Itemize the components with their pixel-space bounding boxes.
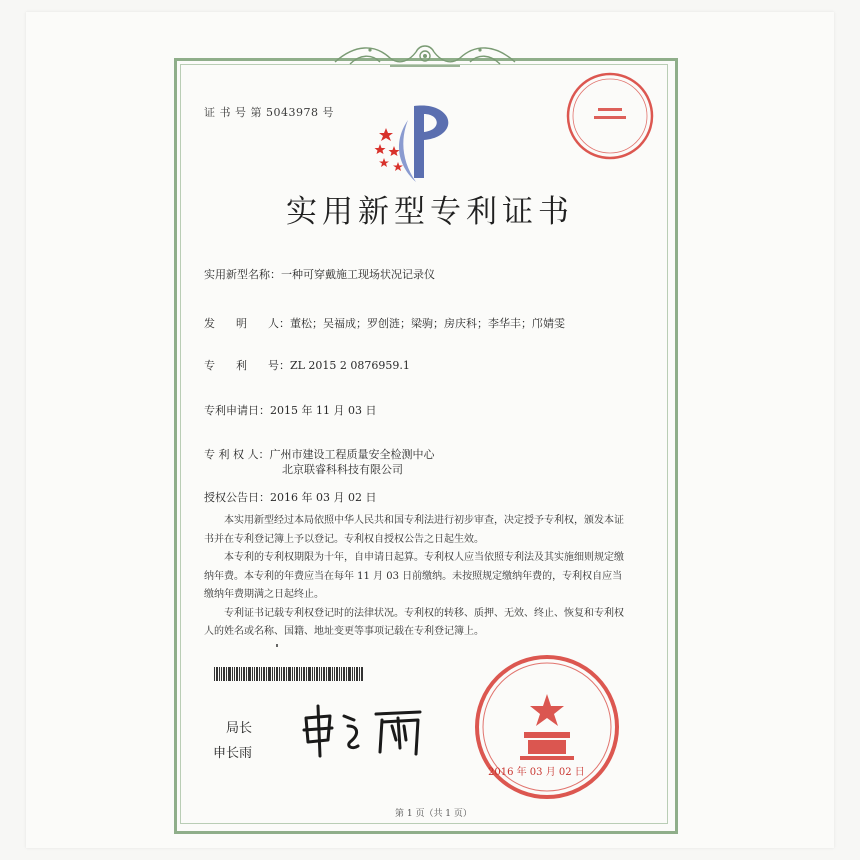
tax-stamp-seal-icon xyxy=(564,70,656,162)
filing-date-row xyxy=(204,402,376,418)
inventor-value: 董松；吴福成；罗创涟；梁驹；房庆科；李华丰；邝婧雯 xyxy=(289,317,565,330)
certificate-number-value: 5043978 xyxy=(266,106,319,119)
certificate-number-label: 证 书 号 第 xyxy=(204,106,262,119)
director-title: 局长 xyxy=(226,721,253,736)
patent-number-value: ZL 2015 2 0876959.1 xyxy=(289,359,410,372)
body-paragraph-3: 专利证书记载专利权登记时的法律状况。专利权的转移、质押、无效、终止、恢复和专利权人的姓名或名称、国籍、地址变更等事项记载在专利登记簿上。 xyxy=(204,607,624,637)
certificate-number-suffix: 号 xyxy=(322,106,334,119)
patentee-value-1: 广州市建设工程质量安全检测中心 xyxy=(269,448,435,461)
certificate-body xyxy=(204,512,624,642)
filing-date-label: 专利申请日： xyxy=(204,404,270,417)
grant-date-label: 授权公告日： xyxy=(204,491,270,504)
grant-date-value: 2016 年 03 月 02 日 xyxy=(270,491,377,504)
ink-dot xyxy=(276,644,278,647)
state-ip-office-seal-icon xyxy=(472,652,622,802)
patentee-label: 专 利 权 人： xyxy=(204,448,270,461)
certificate-number xyxy=(204,104,334,120)
inventor-row xyxy=(204,315,565,331)
body-paragraph-1: 本实用新型经过本局依照中华人民共和国专利法进行初步审查，决定授予专利权，颁发本证书并在专利登记簿上予以登记。专利权自授权公告之日起生效。 xyxy=(204,515,624,545)
utility-model-name-label: 实用新型名称： xyxy=(204,268,281,281)
grant-date-row xyxy=(204,489,376,505)
page-footer: 第 1 页（共 1 页） xyxy=(395,809,472,819)
utility-model-name-value: 一种可穿戴施工现场状况记录仪 xyxy=(281,268,435,281)
patent-number-row xyxy=(204,357,410,373)
utility-model-name-row xyxy=(204,266,435,282)
director-name: 申长雨 xyxy=(213,746,253,761)
patentee-row-2 xyxy=(282,461,403,477)
seal-date: 2016 年 03 月 02 日 xyxy=(488,767,585,778)
patent-number-label: 专 利 号： xyxy=(204,359,290,372)
filing-date-value: 2015 年 11 月 03 日 xyxy=(270,404,377,417)
patent-office-logo-icon xyxy=(370,100,466,188)
patentee-row xyxy=(204,446,435,462)
inventor-label: 发 明 人： xyxy=(204,317,290,330)
patentee-value-2: 北京联睿科科技有限公司 xyxy=(282,463,403,476)
handwritten-signature-icon xyxy=(300,702,430,760)
top-ornament-icon xyxy=(330,40,520,70)
barcode-icon xyxy=(214,667,364,681)
certificate-title: 实用新型专利证书 xyxy=(286,194,574,230)
body-paragraph-2: 本专利的专利权期限为十年，自申请日起算。专利权人应当依照专利法及其实施细则规定缴纳年费。本专利的年费应当在每年 11 月 03 日前缴纳。未按照规定缴纳年费的，专利权自应当缴纳年费期满之日起终止。 xyxy=(204,552,624,600)
